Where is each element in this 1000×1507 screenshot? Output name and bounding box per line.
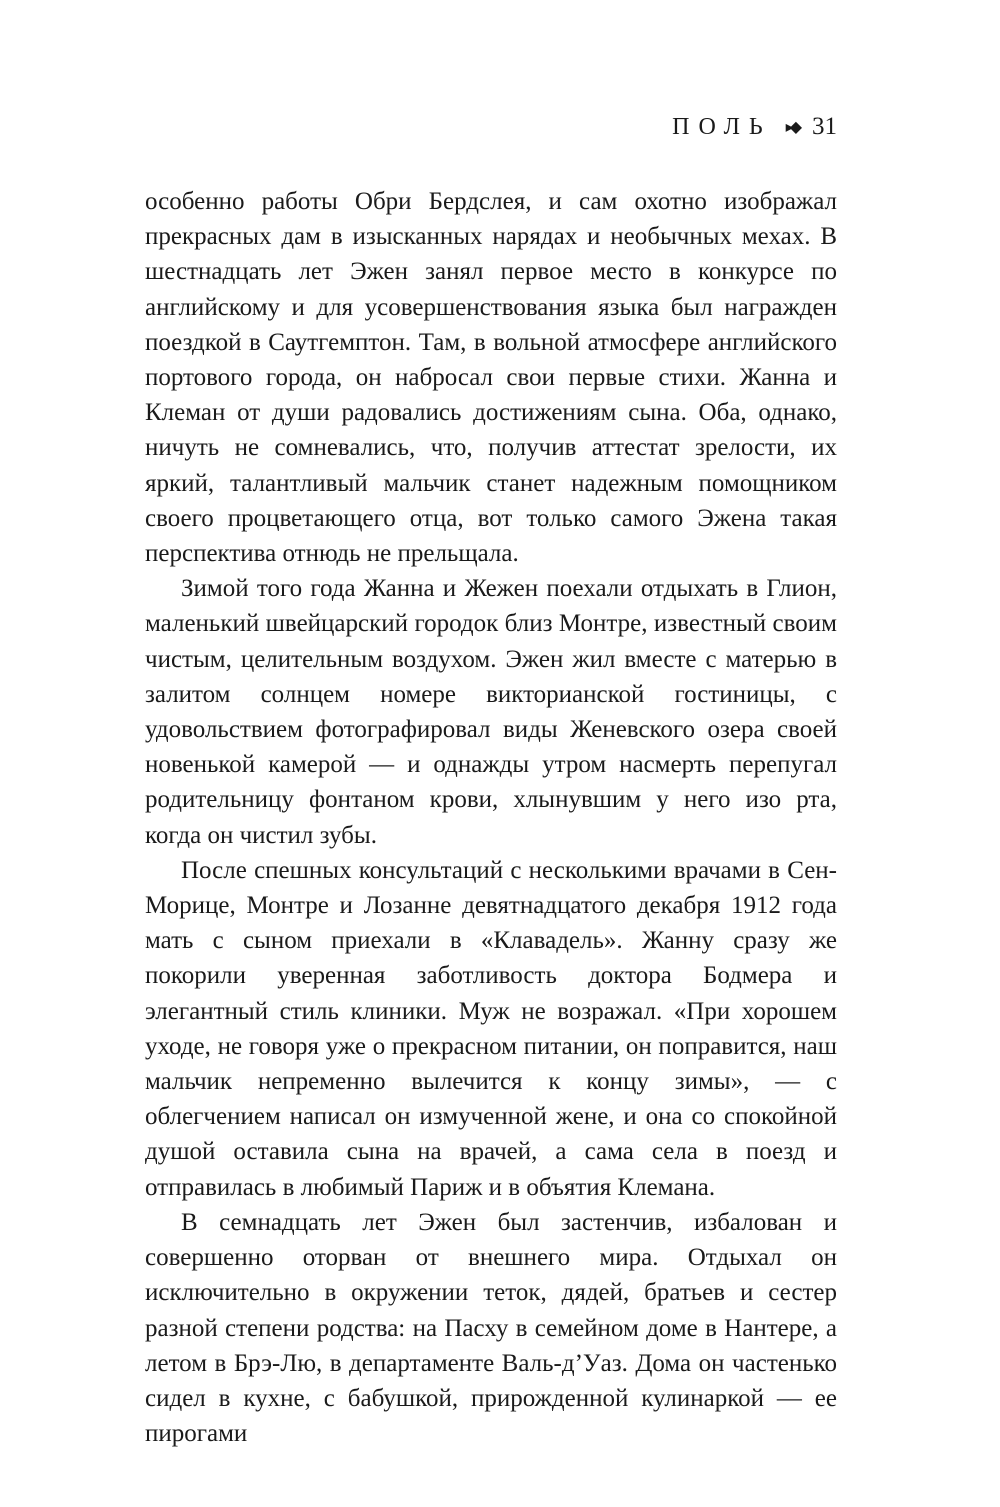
paragraph-2: Зимой того года Жанна и Жежен поехали отдыхать в Глион, маленький швейцарский городок близ Монтре, известный своим чистым, целительным воздухом. Эжен жил вместе с матерью в залитом солнцем номере викторианской гостиницы, с удовольствием фотографировал виды Женевского озера своей новенькой камерой — и однажды утром насмерть перепугал родительницу фонтаном крови, хлынувшим у него изо рта, когда он чистил зубы. (145, 575, 837, 849)
paragraph-1: особенно работы Обри Бердслея, и сам охотно изображал прекрасных дам в изысканных нарядах и необычных мехах. В шестнадцать лет Эжен занял первое место в конкурсе по английскому и для усовершенствования языка был награжден поездкой в Саутгемптон. Там, в вольной атмосфере английского портового города, он набросал свои первые стихи. Жанна и Клеман от души радовались достижениям сына. Оба, однако, ничуть не сомневались, что, получив аттестат зрелости, их яркий, талантливый мальчик станет надежным помощником своего процветающего отца, вот только самого Эжена такая перспектива отнюдь не прельщала. (145, 188, 837, 568)
paragraph-4: В семнадцать лет Эжен был застенчив, избалован и совершенно оторван от внешнего мира. Отдыхал он исключительно в окружении теток, дядей, братьев и сестер разной степени родства: на Пасху в семейном доме в Нантере, а летом в Брэ-Лю, в департаменте Валь-д’Уаз. Дома он частенько сидел в кухне, с бабушкой, прирожденной кулинаркой — ее пирогами (145, 1208, 837, 1448)
running-header (672, 112, 837, 145)
chapter-title: ПОЛЬ (672, 114, 772, 140)
paragraph-3: После спешных консультаций с несколькими врачами в Сен-Морице, Монтре и Лозанне девятнадцатого декабря 1912 года мать с сыном приехали в «Клавадель». Жанну сразу же покорили уверенная заботливость доктора Бодмера и элегантный стиль клиники. Муж не возражал. «При хорошем уходе, не говоря уже о прекрасном питании, он поправится, наш мальчик непременно вылечится к концу зимы», — с облегчением написал он измученной жене, и она со спокойной душой оставила сына на врачей, а сама села в поезд и отправилась в любимый Париж и в объятия Клемана. (145, 856, 837, 1201)
page-number: 31 (812, 113, 837, 140)
body-text (145, 184, 837, 1451)
ornament-icon: ▸◆ (785, 119, 798, 136)
